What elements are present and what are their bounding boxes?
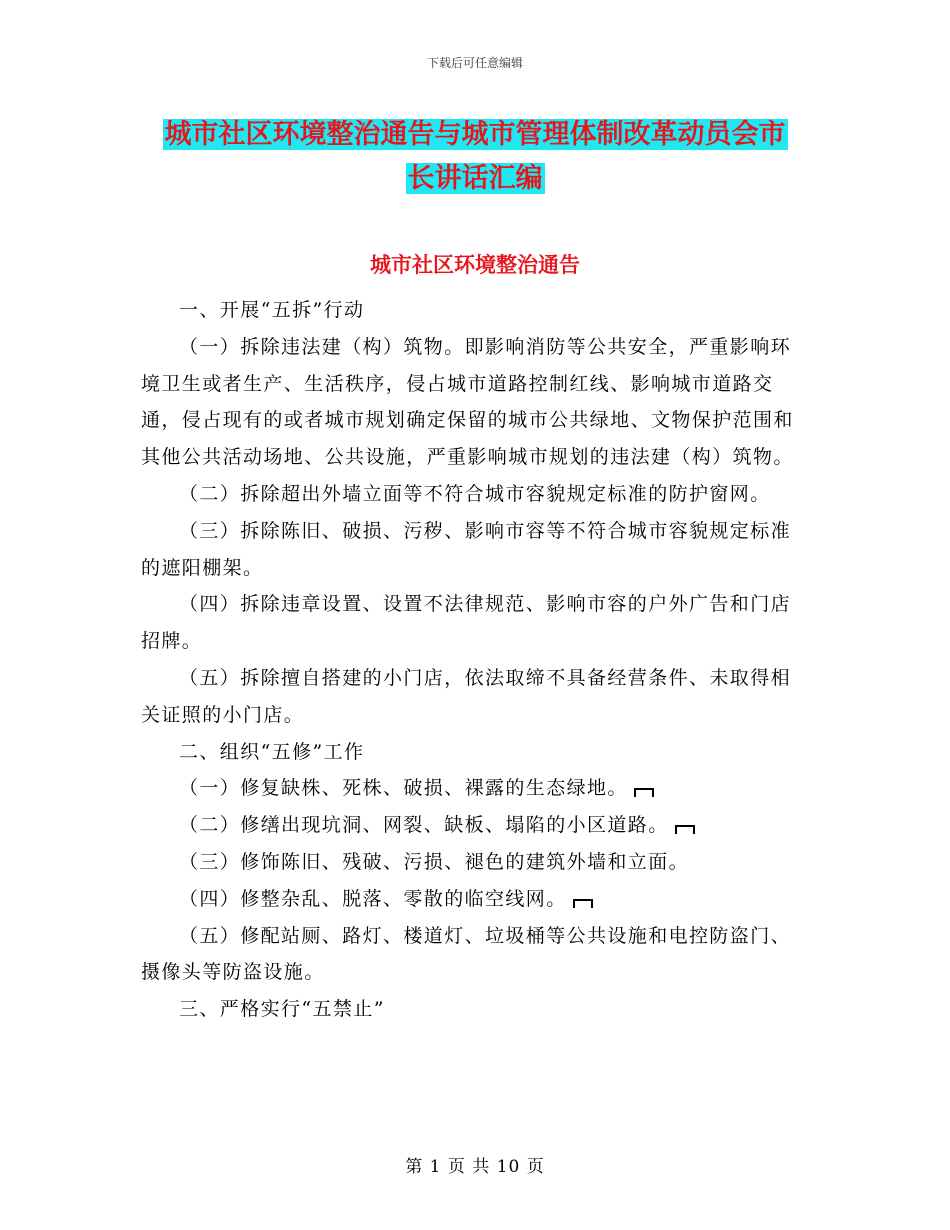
- bracket-mark-icon: [634, 788, 654, 797]
- paragraph-2-5: （五）修配站厕、路灯、楼道灯、垃圾桶等公共设施和电控防盗门、摄像头等防盗设施。: [141, 924, 792, 984]
- title-line-1-text: 城市社区环境整治通告与城市管理体制改革动员会市: [164, 119, 786, 150]
- paragraph-2-4-text: （四）修整杂乱、脱落、零散的临空线网。: [179, 887, 567, 910]
- paragraph-2-2: [141, 807, 811, 844]
- page-footer: 第 1 页 共 10 页: [405, 1157, 545, 1177]
- document-body: [141, 292, 811, 1028]
- heading-2: 二、组织“五修”工作: [179, 740, 365, 763]
- heading-3: 三、严格实行“五禁止”: [179, 998, 385, 1021]
- title-line-2-text: 长讲话汇编: [407, 163, 543, 194]
- paragraph-1-3: （三）拆除陈旧、破损、污秽、影响市容等不符合城市容貌规定标准的遮阳棚架。: [141, 519, 792, 579]
- bracket-mark-icon: [573, 899, 593, 908]
- paragraph-2-2-text: （二）修缮出现坑洞、网裂、缺板、塌陷的小区道路。: [179, 814, 669, 837]
- paragraph-1-4: （四）拆除违章设置、设置不法律规范、影响市容的户外广告和门店招牌。: [141, 593, 792, 653]
- paragraph-1-5: （五）拆除擅自搭建的小门店，依法取缔不具备经营条件、未取得相关证照的小门店。: [141, 666, 792, 726]
- heading-1: 一、开展“五拆”行动: [179, 299, 365, 321]
- paragraph-1-1: （一）拆除违法建（构）筑物。即影响消防等公共安全，严重影响环境卫生或者生产、生活秩序，侵占城市道路控制红线、影响城市道路交通，侵占现有的或者城市规划确定保留的城市公共绿地、文物保护范围和其他公共活动场地、公共设施，严重影响城市规划的违法建（构）筑物。: [141, 335, 794, 469]
- paragraph-2-4: [141, 881, 811, 918]
- paragraph-1-2: （二）拆除超出外墙立面等不符合城市容貌规定标准的防护窗网。: [179, 482, 771, 505]
- document-title-line-1: [0, 112, 950, 151]
- bracket-mark-icon: [675, 825, 695, 834]
- paragraph-2-1: [141, 770, 811, 807]
- page-header: 下载后可任意编辑: [426, 56, 523, 70]
- paragraph-2-3: （三）修饰陈旧、残破、污损、褪色的建筑外墙和立面。: [179, 850, 690, 873]
- document-title-line-2: [0, 156, 950, 195]
- section-title: 城市社区环境整治通告: [370, 253, 580, 277]
- paragraph-2-1-text: （一）修复缺株、死株、破损、裸露的生态绿地。: [179, 777, 628, 800]
